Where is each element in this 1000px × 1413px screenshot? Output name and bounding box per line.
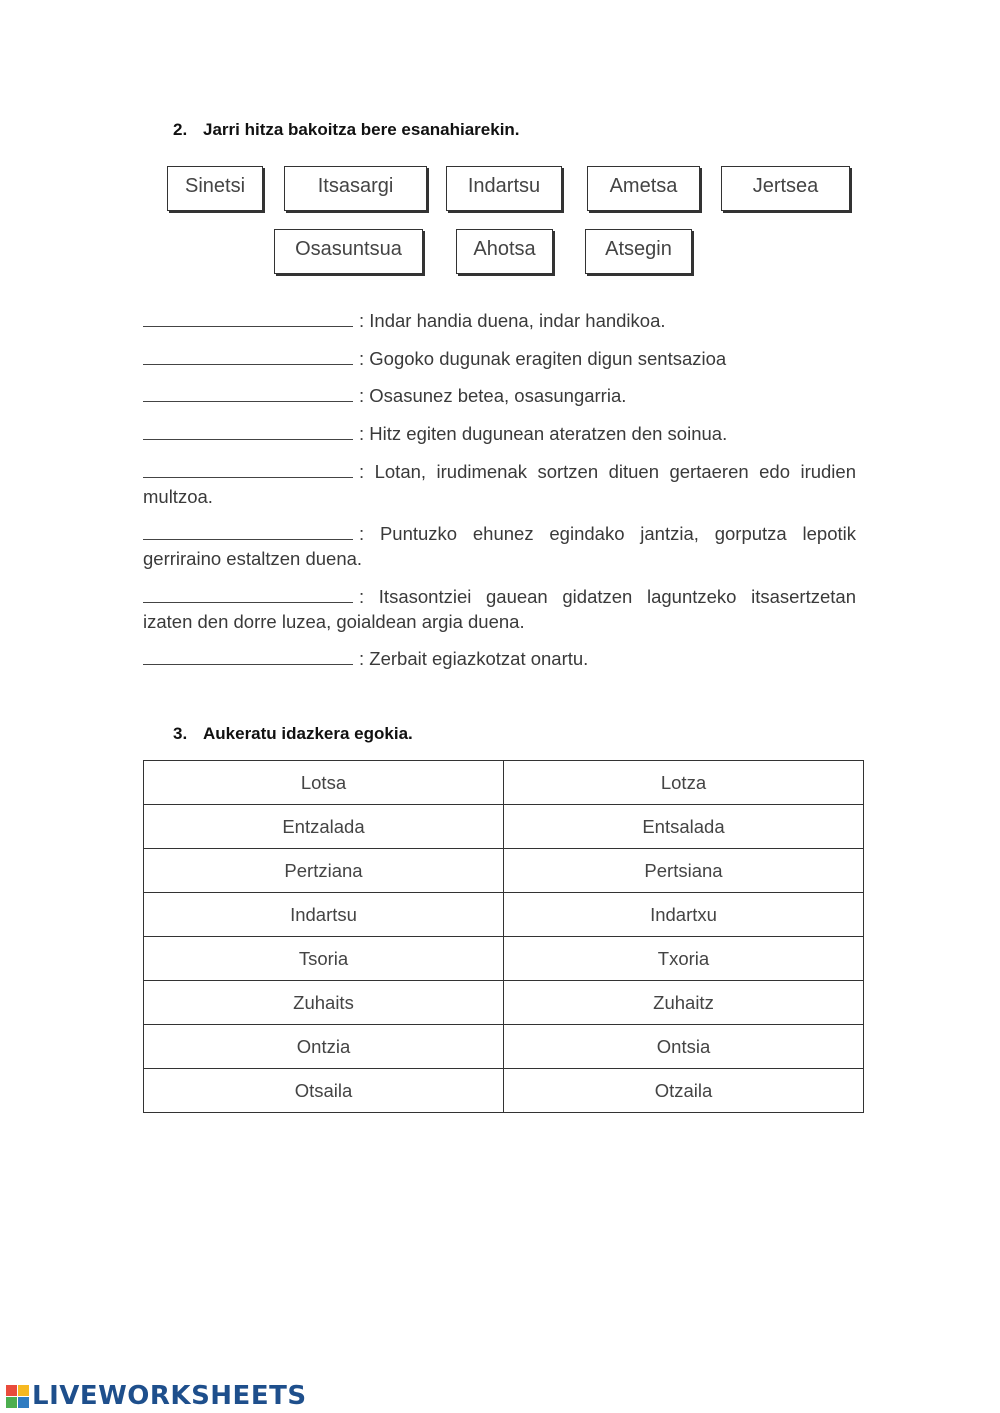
definition-text-6: : Puntuzko ehunez egindako jantzia, gorputza lepotik gerriraino estaltzen duena.: [143, 523, 856, 569]
answer-blank-4[interactable]: [143, 423, 353, 440]
answer-blank-7[interactable]: [143, 586, 353, 603]
word-box-ahotsa[interactable]: Ahotsa: [456, 229, 553, 274]
choice-option[interactable]: Indartxu: [504, 893, 864, 937]
choice-option[interactable]: Ontsia: [504, 1025, 864, 1069]
definition-5: [143, 459, 856, 509]
answer-blank-8[interactable]: [143, 648, 353, 665]
section-2-heading: [173, 120, 520, 140]
choice-option[interactable]: Lotsa: [144, 761, 504, 805]
word-box-ametsa[interactable]: Ametsa: [587, 166, 700, 211]
table-row: [144, 1025, 864, 1069]
table-row: [144, 937, 864, 981]
answer-blank-2[interactable]: [143, 348, 353, 365]
choice-option[interactable]: Otzaila: [504, 1069, 864, 1113]
logo-block-red: [6, 1385, 17, 1396]
section-2-title: Jarri hitza bakoitza bere esanahiarekin.: [203, 120, 520, 139]
definition-text-3: : Osasunez betea, osasungarria.: [359, 385, 627, 406]
word-box-osasuntsua[interactable]: Osasuntsua: [274, 229, 423, 274]
definition-7: [143, 584, 856, 634]
definition-3: [143, 383, 856, 408]
section-2-number: 2.: [173, 120, 188, 139]
choice-option[interactable]: Otsaila: [144, 1069, 504, 1113]
definition-text-8: : Zerbait egiazkotzat onartu.: [359, 648, 589, 669]
table-row: [144, 981, 864, 1025]
table-row: [144, 1069, 864, 1113]
word-box-indartsu[interactable]: Indartsu: [446, 166, 562, 211]
choice-option[interactable]: Zuhaits: [144, 981, 504, 1025]
definition-2: [143, 346, 856, 371]
table-row: [144, 849, 864, 893]
definition-8: [143, 646, 856, 671]
logo-text: LIVEWORKSHEETS: [32, 1381, 307, 1411]
spelling-choice-table: [143, 760, 864, 1113]
definition-4: [143, 421, 856, 446]
choice-option[interactable]: Pertziana: [144, 849, 504, 893]
choice-option[interactable]: Tsoria: [144, 937, 504, 981]
choice-option[interactable]: Txoria: [504, 937, 864, 981]
answer-blank-3[interactable]: [143, 385, 353, 402]
definition-text-1: : Indar handia duena, indar handikoa.: [359, 310, 666, 331]
table-row: [144, 893, 864, 937]
definition-6: [143, 521, 856, 571]
section-3-heading: [173, 724, 413, 744]
word-box-sinetsi[interactable]: Sinetsi: [167, 166, 263, 211]
choice-option[interactable]: Lotza: [504, 761, 864, 805]
definition-text-7: : Itsasontziei gauean gidatzen laguntzeko itsasertzetan izaten den dorre luzea, goialdean argia duena.: [143, 586, 856, 632]
definition-text-2: : Gogoko dugunak eragiten digun sentsazioa: [359, 348, 727, 369]
logo-block-green: [6, 1397, 17, 1408]
definition-1: [143, 308, 856, 333]
section-3-title: Aukeratu idazkera egokia.: [203, 724, 413, 743]
choice-option[interactable]: Pertsiana: [504, 849, 864, 893]
definition-text-5: : Lotan, irudimenak sortzen dituen gertaeren edo irudien multzoa.: [143, 461, 856, 507]
choice-option[interactable]: Ontzia: [144, 1025, 504, 1069]
section-3-number: 3.: [173, 724, 188, 743]
answer-blank-6[interactable]: [143, 523, 353, 540]
word-box-itsasargi[interactable]: Itsasargi: [284, 166, 427, 211]
definition-text-4: : Hitz egiten dugunean ateratzen den soinua.: [359, 423, 728, 444]
logo-block-yellow: [18, 1385, 29, 1396]
table-row: [144, 805, 864, 849]
logo-blocks-icon: [6, 1385, 29, 1408]
choice-option[interactable]: Indartsu: [144, 893, 504, 937]
choice-option[interactable]: Entsalada: [504, 805, 864, 849]
table-row: [144, 761, 864, 805]
liveworksheets-logo[interactable]: [6, 1381, 307, 1411]
choice-option[interactable]: Entzalada: [144, 805, 504, 849]
word-box-atsegin[interactable]: Atsegin: [585, 229, 692, 274]
answer-blank-5[interactable]: [143, 461, 353, 478]
logo-block-blue: [18, 1397, 29, 1408]
word-box-jertsea[interactable]: Jertsea: [721, 166, 850, 211]
answer-blank-1[interactable]: [143, 310, 353, 327]
choice-option[interactable]: Zuhaitz: [504, 981, 864, 1025]
